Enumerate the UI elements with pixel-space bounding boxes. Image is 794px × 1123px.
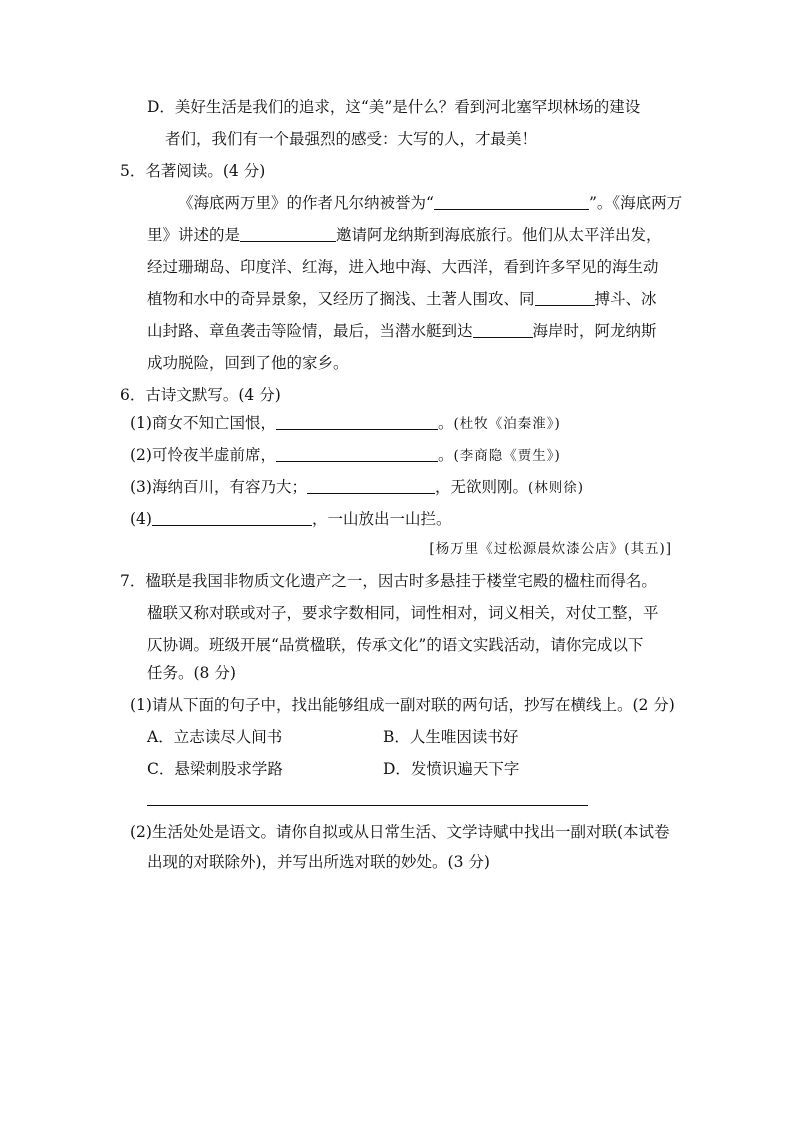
q5-text: 植物和水中的奇异景象，又经历了搁浅、土著人围攻、同 — [147, 290, 535, 308]
q6-blank-4[interactable] — [152, 510, 312, 526]
q6-blank-3[interactable] — [307, 478, 435, 494]
q7-option-c: C．悬梁刺股求学路 — [147, 760, 283, 778]
q6-text: (2)可怜夜半虚前席， — [130, 446, 276, 464]
q5-text: ”。《海底两万 — [588, 194, 683, 212]
q6-text: ，无欲则刚。 — [434, 478, 528, 496]
q7-line-2: 楹联又称对联或对子，要求字数相同，词性相对，词义相关，对仗工整，平 — [147, 604, 659, 622]
q7-line-3: 仄协调。班级开展“品赏楹联，传承文化”的语文实践活动，请你完成以下 — [147, 636, 644, 654]
q5-title: 5．名著阅读。(4 分) — [120, 162, 266, 180]
q7-line-1: 7．楹联是我国非物质文化遗产之一，因古时多悬挂于楼堂宅殿的楹柱而得名。 — [120, 572, 657, 590]
q6-source-4: [杨万里《过松源晨炊漆公店》(其五)] — [429, 541, 672, 557]
q6-source-3: (林则徐) — [527, 480, 585, 496]
q6-line-4 — [130, 509, 451, 529]
q6-text: 。 — [437, 414, 454, 432]
q5-line-3: 经过珊瑚岛、印度洋、红海，进入地中海、大西洋，看到许多罕见的海生动 — [147, 258, 659, 276]
q5-text: 搏斗、冰 — [594, 290, 657, 308]
q7-line-4: 任务。(8 分) — [147, 664, 236, 682]
q5-line-2 — [147, 225, 662, 245]
q6-line-2 — [130, 445, 561, 466]
q7-option-b: B．人生唯因读书好 — [383, 728, 519, 746]
q5-text: 山封路、章鱼袭击等险情，最后，当潜水艇到达 — [147, 322, 473, 340]
q5-text: 邀请阿龙纳斯到海底旅行。他们从太平洋出发， — [336, 226, 662, 244]
q5-text: 《海底两万里》的作者凡尔纳被誉为“ — [178, 194, 434, 212]
q6-source-1: (杜牧《泊秦淮》) — [453, 416, 561, 432]
q5-blank-2[interactable] — [240, 226, 336, 242]
q7-sub-1: (1)请从下面的句子中，找出能够组成一副对联的两句话，抄写在横线上。(2 分) — [130, 696, 675, 714]
q6-line-1 — [130, 413, 561, 434]
q6-title: 6．古诗文默写。(4 分) — [120, 386, 281, 404]
q5-blank-1[interactable] — [434, 194, 589, 210]
option-d-line-2: 者们，我们有一个最强烈的感受：大写的人，才最美！ — [165, 130, 538, 148]
q6-blank-1[interactable] — [276, 414, 438, 430]
q5-line-6: 成功脱险，回到了他的家乡。 — [147, 354, 349, 372]
q5-line-5 — [147, 321, 657, 341]
option-d-line-1: D．美好生活是我们的追求，这“美”是什么？看到河北塞罕坝林场的建设 — [147, 98, 641, 116]
q6-text: (1)商女不知亡国恨， — [130, 414, 276, 432]
q7-option-d: D．发愤识遍天下字 — [383, 760, 520, 778]
q7-answer-line[interactable] — [147, 805, 588, 806]
q6-blank-2[interactable] — [276, 446, 438, 462]
q6-source-2: (李商隐《贾生》) — [453, 448, 561, 464]
q7-sub-2-line-1: (2)生活处处是语文。请你自拟或从日常生活、文学诗赋中找出一副对联(本试卷 — [130, 823, 670, 841]
q6-text: ，一山放出一山拦。 — [311, 510, 452, 528]
q5-text: 里》讲述的是 — [147, 226, 241, 244]
q5-text: 海岸时，阿龙纳斯 — [532, 322, 657, 340]
q5-line-4 — [147, 289, 657, 309]
q6-text: 。 — [437, 446, 454, 464]
q5-blank-4[interactable] — [473, 322, 533, 338]
q7-sub-2-line-2: 出现的对联除外)，并写出所选对联的妙处。(3 分) — [147, 853, 490, 871]
q6-text: (4) — [130, 510, 152, 528]
q7-option-a: A．立志读尽人间书 — [147, 728, 283, 746]
q5-blank-3[interactable] — [535, 290, 595, 306]
q6-text: (3)海纳百川，有容乃大； — [130, 478, 307, 496]
q6-line-3 — [130, 477, 584, 498]
q5-line-1 — [178, 193, 682, 213]
